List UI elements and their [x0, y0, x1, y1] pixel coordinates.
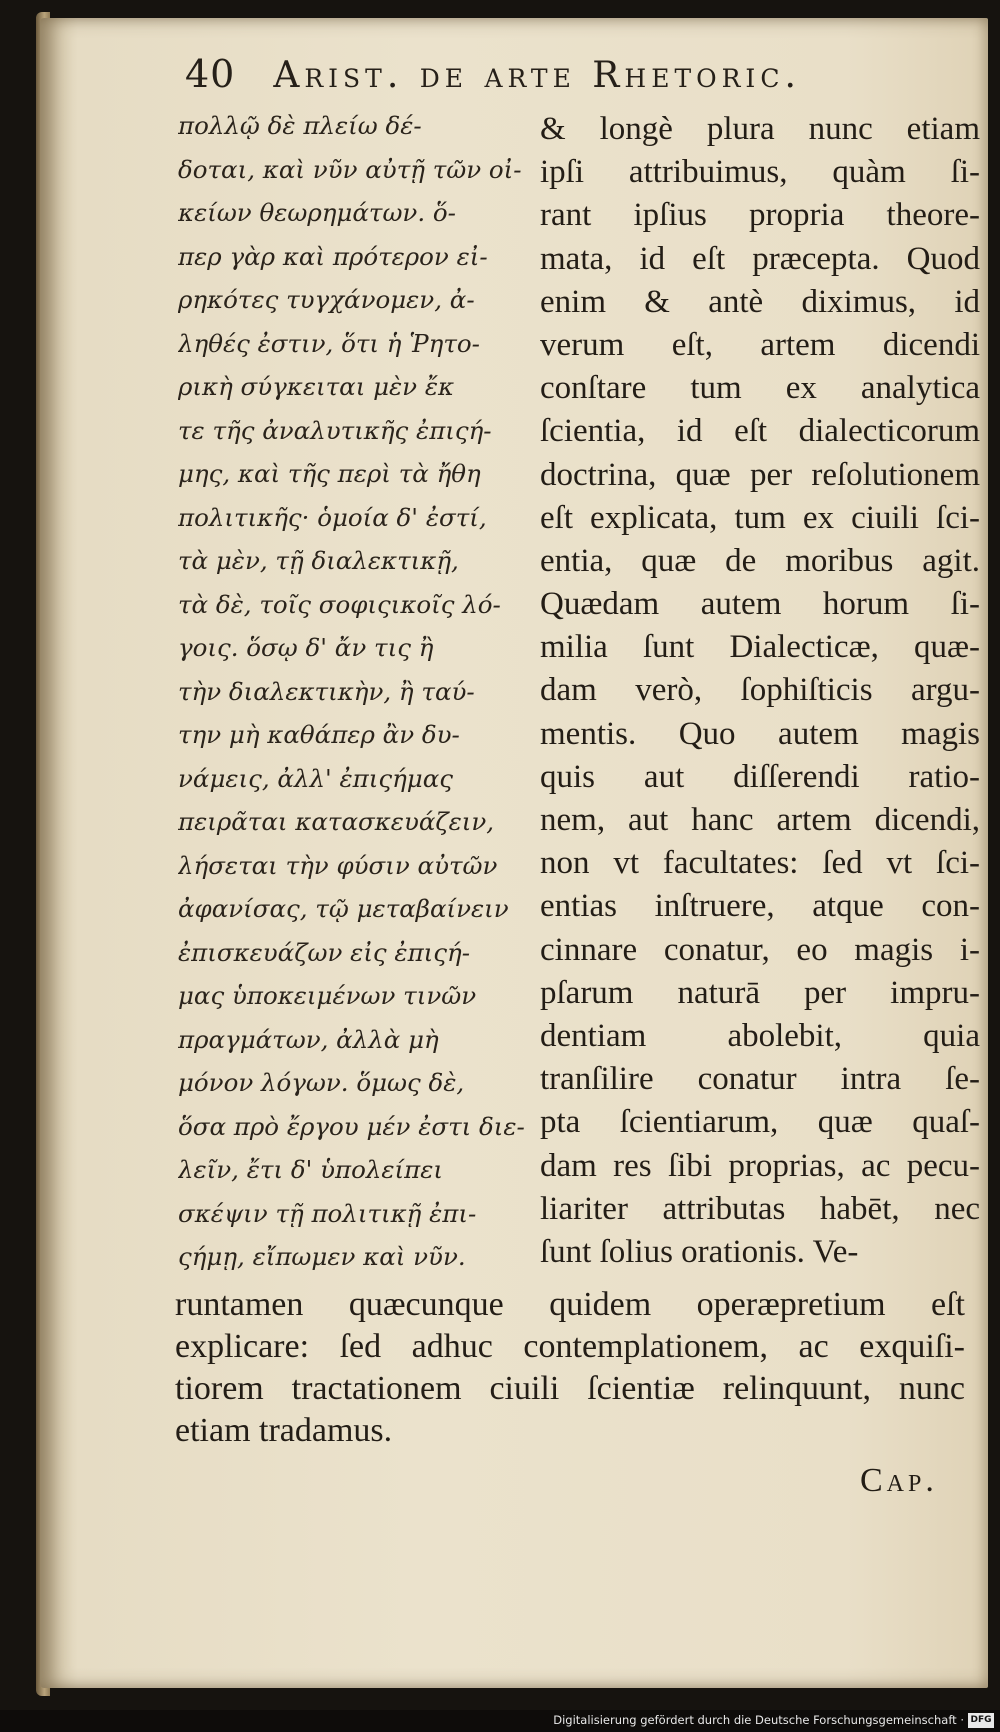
latin-text-line: milia ſunt Dialecticæ, quæ- [540, 629, 980, 666]
latin-text-line: dentiam abolebit, quia [540, 1017, 980, 1054]
digitization-footer [0, 1710, 1000, 1732]
greek-text-line: ἐπισκευάζων εἰς ἐπιςή- [178, 937, 470, 967]
greek-text-line: ἀφανίσας, τῷ μεταβαίνειν [178, 894, 509, 923]
greek-text-column [178, 104, 528, 1284]
latin-text-line: & longè plura nunc etiam [540, 111, 980, 147]
latin-text-line: eſt explicata, tum ex ciuili ſci- [540, 499, 980, 536]
latin-text-line: runtamen quæcunque quidem operæpretium eſt [175, 1286, 965, 1323]
latin-text-column [540, 108, 980, 1288]
latin-text-line: pſarum naturā per impru- [540, 974, 980, 1011]
latin-text-line: explicare: ſed adhuc contemplationem, ac exquiſi- [175, 1328, 965, 1365]
greek-text-line: τὰ δὲ, τοῖς σοφιςικοῖς λό- [178, 589, 501, 619]
greek-text-line: σκέψιν τῇ πολιτικῇ ἐπι- [178, 1198, 477, 1228]
greek-text-line: πολιτικῆς· ὁμοία δ' ἐστί, [178, 502, 487, 532]
latin-text-line: dam verò, ſophiſticis argu- [540, 672, 980, 709]
latin-text-line: entias inſtruere, atque con- [540, 888, 980, 925]
greek-text-line: νάμεις, ἀλλ' ἐπιςήμας [178, 763, 453, 793]
greek-text-line: μης, καὶ τῆς περὶ τὰ ἤθη [178, 459, 481, 488]
greek-text-line: ρηκότες τυγχάνομεν, ἀ- [178, 285, 475, 314]
latin-text-line: mata, id eſt præcepta. Quod [540, 240, 980, 277]
greek-text-line: τὴν διαλεκτικὴν, ἢ ταύ- [178, 676, 475, 706]
greek-text-line: τὰ μὲν, τῇ διαλεκτικῇ, [178, 546, 459, 575]
greek-text-line: ρικὴ σύγκειται μὲν ἔκ [178, 372, 455, 401]
greek-text-line: πραγμάτων, ἀλλὰ μὴ [178, 1024, 439, 1054]
greek-text-line: ληθές ἐστιν, ὅτι ἡ Ῥητο- [178, 328, 480, 358]
latin-text-line: non vt facultates: ſed vt ſci- [540, 845, 980, 882]
footer-credit: Digitalisierung gefördert durch die Deutsche Forschungsgemeinschaft · [553, 1713, 964, 1727]
greek-text-line: πειρᾶται κατασκευάζειν, [178, 807, 495, 836]
latin-text-line: ſcientia, id eſt dialecticorum [540, 413, 980, 450]
greek-text-line: περ γὰρ καὶ πρότερον εἰ- [178, 241, 488, 271]
greek-text-line: την μὴ καθάπερ ἂν δυ- [178, 720, 460, 749]
greek-text-line: λήσεται τὴν φύσιν αὐτῶν [178, 850, 498, 880]
latin-text-line: verum eſt, artem dicendi [540, 326, 980, 363]
latin-text-line: tranſilire conatur intra ſe- [540, 1061, 980, 1098]
latin-text-line: mentis. Quo autem magis [540, 715, 980, 752]
page-number: 40 [185, 52, 236, 96]
latin-text-line: cinnare conatur, eo magis i- [540, 931, 980, 968]
page-header [185, 52, 925, 110]
greek-text-line: δοται, καὶ νῦν αὐτῇ τῶν οἰ- [178, 154, 522, 184]
latin-text-line: ſunt ſolius orationis. Ve- [540, 1233, 859, 1270]
dfg-logo: DFG [968, 1713, 994, 1728]
latin-text-line: conſtare tum ex analytica [540, 370, 980, 407]
latin-text-line: entia, quæ de moribus agit. [540, 542, 980, 579]
greek-text-line: μας ὑποκειμένων τινῶν [178, 981, 477, 1010]
greek-text-line: μόνον λόγων. ὅμως δὲ, [178, 1068, 465, 1097]
latin-text-line: tiorem tractationem ciuili ſcientiæ relinquunt, nunc [175, 1370, 965, 1407]
greek-text-line: ςήμῃ, εἴπωμεν καὶ νῦν. [178, 1242, 466, 1271]
running-title: Arist. de arte Rhetoric. [273, 55, 801, 96]
full-width-text-block [175, 1284, 965, 1464]
catchword: Cap. [860, 1462, 938, 1499]
greek-text-line: κείων θεωρημάτων. ὅ- [178, 198, 456, 227]
latin-text-line: rant ipſius propria theore- [540, 197, 980, 234]
greek-text-line: λεῖν, ἔτι δ' ὑπολείπει [178, 1155, 444, 1184]
latin-text-line: enim & antè diximus, id [540, 283, 980, 320]
latin-text-line: etiam tradamus. [175, 1412, 393, 1449]
latin-text-line: doctrina, quæ per reſolutionem [540, 456, 980, 493]
latin-text-line: liariter attributas habēt, nec [540, 1190, 980, 1227]
greek-text-line: ὅσα πρὸ ἔργου μέν ἐστι διε- [178, 1111, 525, 1141]
greek-text-line: πολλῷ δὲ πλείω δέ- [178, 111, 422, 140]
latin-text-line: quis aut diſſerendi ratio- [540, 758, 980, 795]
greek-text-line: τε τῆς ἀναλυτικῆς ἐπιςή- [178, 415, 492, 445]
latin-text-line: pta ſcientiarum, quæ quaſ- [540, 1104, 980, 1141]
greek-text-line: γοις. ὅσῳ δ' ἄν τις ἢ [178, 633, 434, 662]
latin-text-line: Quædam autem horum ſi- [540, 586, 980, 623]
latin-text-line: ipſi attribuimus, quàm ſi- [540, 154, 980, 191]
latin-text-line: dam res ſibi proprias, ac pecu- [540, 1147, 980, 1184]
latin-text-line: nem, aut hanc artem dicendi, [540, 802, 980, 838]
